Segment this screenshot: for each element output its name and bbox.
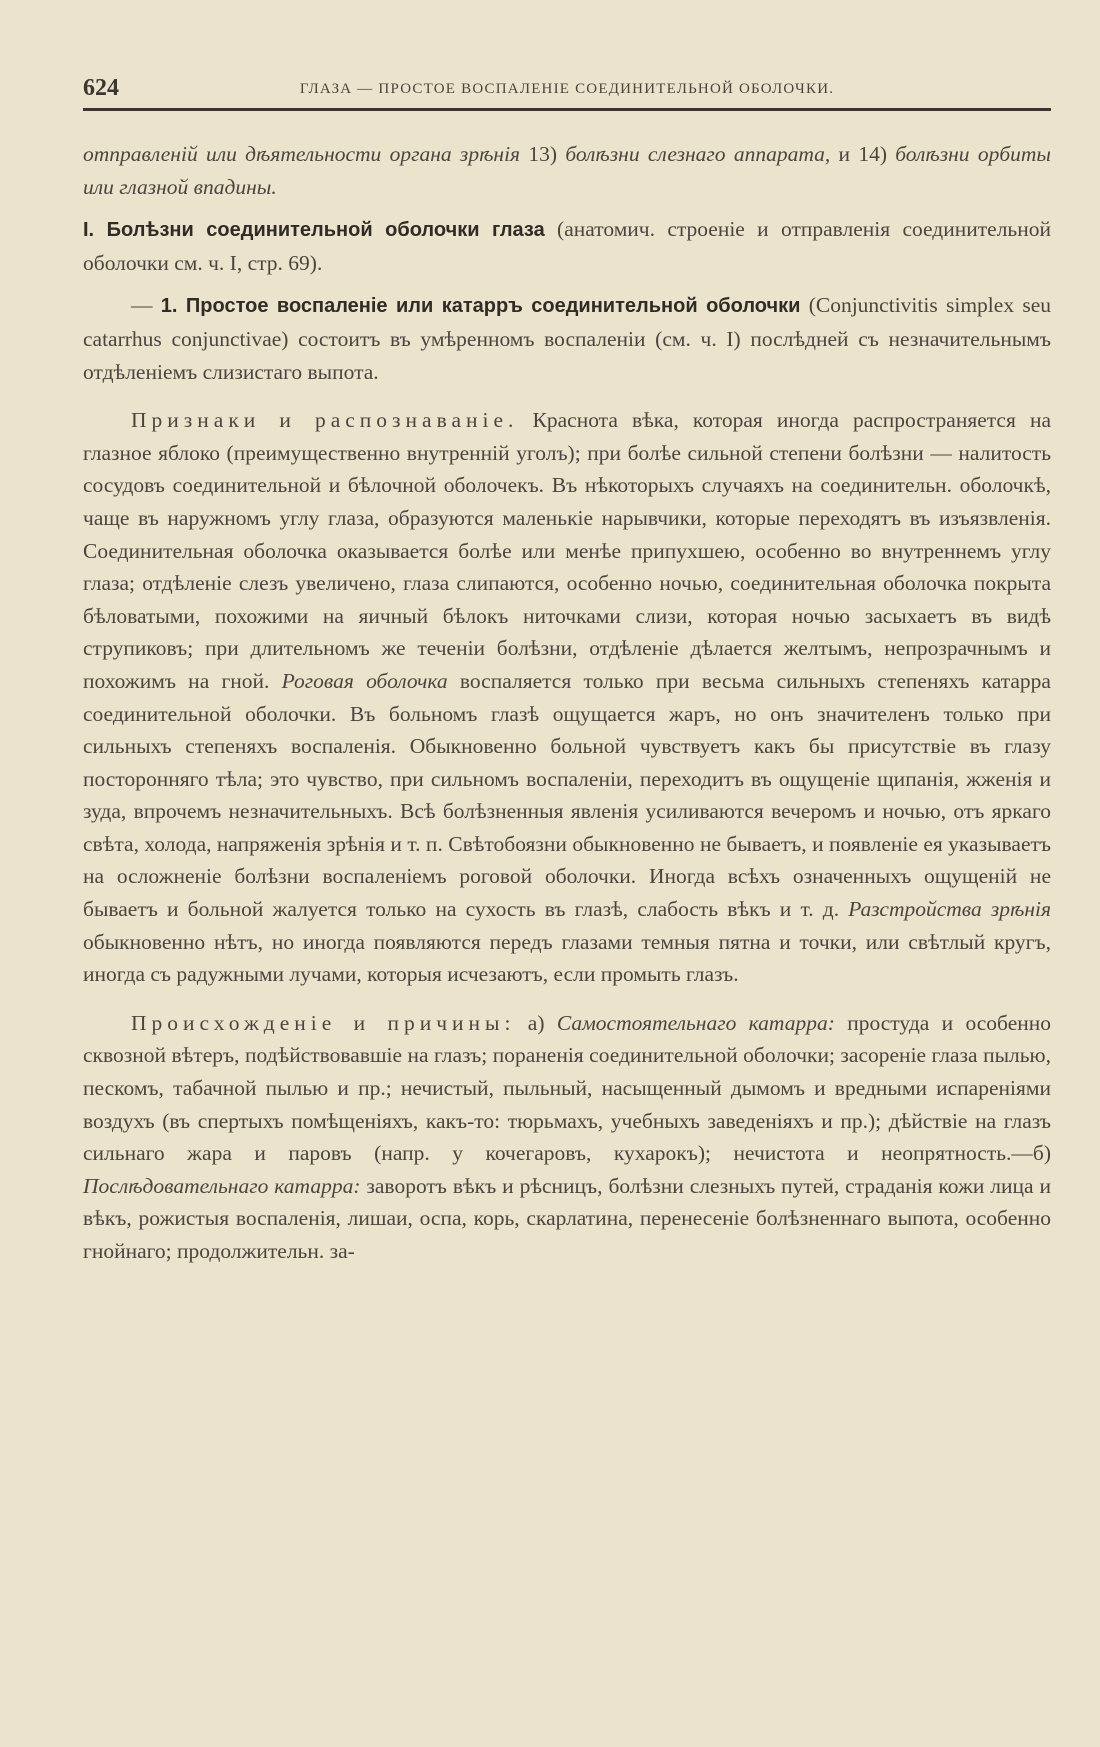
- page-number: 624: [83, 75, 119, 101]
- italic-text: Роговая оболочка: [281, 668, 448, 693]
- text-run: простуда и особенно сквозной вѣтеръ, подѣйствовавшіе на глазъ; пораненія соединительной оболочки; засореніе глаза пылью, пескомъ, табачной пылью и пр.; нечистый, пыльный, насыщенный дымомъ и вредными испареніями воздухъ (въ спертыхъ помѣщеніяхъ, какъ-то: тюрьмахъ, учебныхъ заведеніяхъ и пр.); дѣйствіе на глазъ сильнаго жара и паровъ (напр. у кочегаровъ, кухарокъ); нечистота и неопрятность.—б): [83, 1010, 1051, 1166]
- page-header: [83, 75, 1051, 105]
- section-heading: I. Болѣзни соединительной оболочки глаза: [83, 219, 545, 242]
- header-rule: [83, 108, 1051, 111]
- text-run: Краснота вѣка, которая иногда распространяется на глазное яблоко (преимущественно внутренній уголъ); при болѣе сильной степени болѣзни — налитость сосудовъ соединительной и бѣлочной оболочекъ. Въ нѣкоторыхъ случаяхъ на соединительн. оболочкѣ, чаще въ наружномъ углу глаза, образуются маленькіе нарывчики, которые переходятъ въ изъязвленія. Соединительная оболочка оказывается болѣе или менѣе припухшею, особенно во внутреннемъ углу глаза; отдѣленіе слезъ увеличено, глаза слипаются, особенно ночью, соединительная оболочка покрыта бѣловатыми, похожими на яичный бѣлокъ ниточками слизи, которая ночью засыхаетъ въ видѣ струпиковъ; при длительномъ же теченіи болѣзни, отдѣленіе дѣлается желтымъ, непрозрачнымъ и похожимъ на гной.: [83, 408, 1051, 693]
- subsection-paragraph: [83, 289, 1051, 388]
- text-run: а): [515, 1010, 557, 1035]
- text-run: (Conjunctivitis simplex seu catarrhus conjunctivae) состоитъ въ умѣренномъ воспаленіи (см. ч. I) послѣдней съ незначительнымъ отдѣленіемъ слизистаго выпота.: [83, 293, 1051, 384]
- section-heading-paragraph: [83, 213, 1051, 279]
- causes-paragraph: [83, 1007, 1051, 1268]
- text-run: заворотъ вѣкъ и рѣсницъ, болѣзни слезныхъ путей, страданія кожи лица и вѣкъ, рожистыя воспаленія, лишаи, оспа, корь, скарлатина, перенесеніе болѣзненнаго выпота, особенно гнойнаго; продолжительн. за-: [83, 1173, 1051, 1263]
- page-body: [83, 138, 1051, 1268]
- text-run: обыкновенно нѣтъ, но иногда появляются передъ глазами темныя пятна и точки, или свѣтлый кругъ, иногда съ радужными лучами, которыя исчезаютъ, если промыть глазъ.: [83, 929, 1051, 987]
- text-run: (анатомич. строеніе и отправленія соединительной оболочки см. ч. I, стр. 69).: [83, 217, 1051, 275]
- paragraph-continuation: [83, 138, 1051, 203]
- spaced-heading: Происхожденіе и причины:: [131, 1010, 516, 1035]
- subsection-heading: 1. Простое воспаленіе или катарръ соединительной оболочки: [160, 295, 801, 318]
- running-title: ГЛАЗА — ПРОСТОЕ ВОСПАЛЕНІЕ СОЕДИНИТЕЛЬНОЙ ОБОЛОЧКИ.: [299, 81, 835, 97]
- italic-text: отправленій или дѣятельности органа зрѣнія: [83, 142, 521, 166]
- text-run: 13): [520, 142, 566, 166]
- spaced-heading: Признаки и распознаваніе.: [131, 408, 519, 433]
- italic-text: Послѣдовательнаго катарра:: [83, 1173, 361, 1198]
- italic-text: Самостоятельнаго катарра:: [556, 1010, 835, 1035]
- dash: —: [131, 293, 161, 318]
- text-run: и 14): [830, 142, 896, 166]
- signs-paragraph: [83, 404, 1051, 991]
- italic-text: Разстройства зрѣнія: [848, 897, 1051, 922]
- italic-text: болѣзни слезнаго аппарата,: [565, 142, 831, 166]
- italic-text: болѣзни орбиты или глазной впадины.: [83, 142, 1051, 199]
- text-run: воспаляется только при весьма сильныхъ степеняхъ катарра соединительной оболочки. Въ больномъ глазѣ ощущается жаръ, но онъ значителенъ только при сильныхъ степеняхъ воспаленія. Обыкновенно больной чувствуетъ какъ бы присутствіе въ глазу посторонняго тѣла; это чувство, при сильномъ воспаленіи, переходитъ въ ощущеніе щипанія, жженія и зуда, впрочемъ незначительныхъ. Всѣ болѣзненныя явленія усиливаются вечеромъ и ночью, отъ яркаго свѣта, холода, напряженія зрѣнія и т. п. Свѣтобоязни обыкновенно не бываетъ, и появленіе ея указываетъ на осложненіе болѣзни воспаленіемъ роговой оболочки. Иногда всѣхъ означенныхъ ощущеній не бываетъ и больной жалуется только на сухость въ глазѣ, слабость вѣкъ и т. д.: [83, 668, 1051, 922]
